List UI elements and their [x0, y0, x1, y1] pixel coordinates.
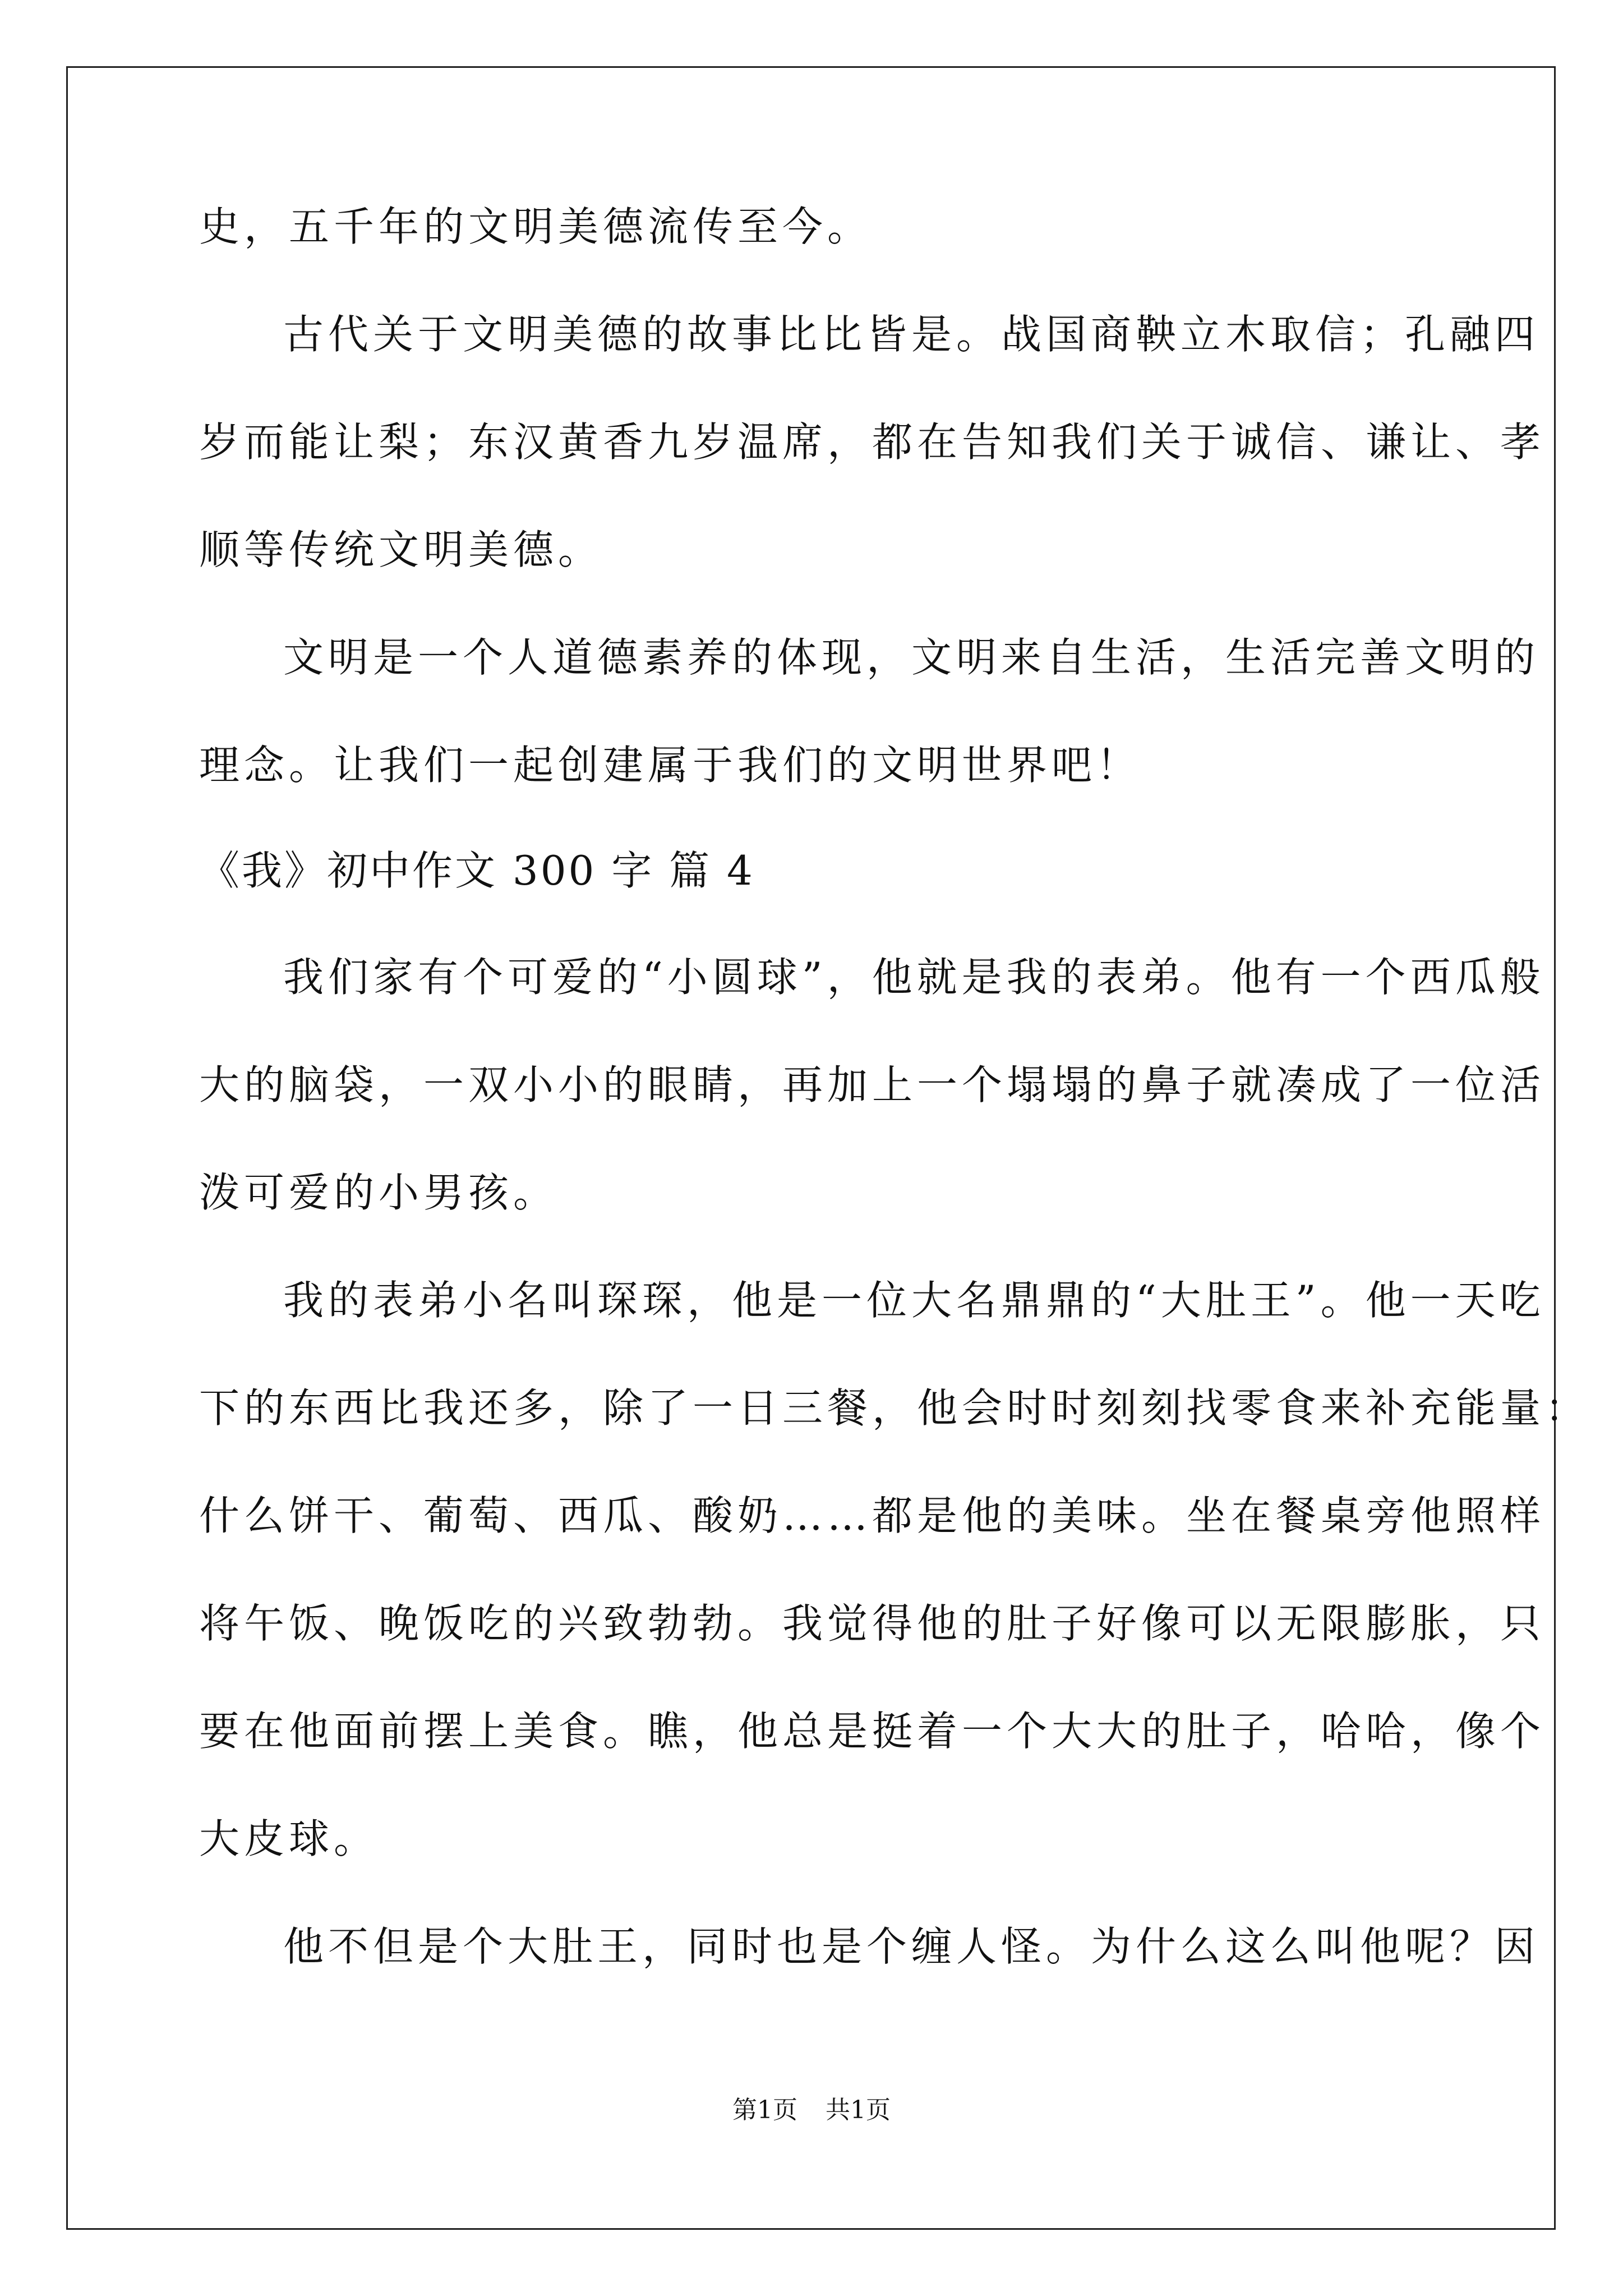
text-line: 文明是一个人道德素养的体现，文明来自生活，生活完善文明的: [283, 634, 1540, 681]
text-line: 古代关于文明美德的故事比比皆是。战国商鞅立木取信；孔融四: [283, 311, 1540, 358]
text-line: 下的东西比我还多，除了一日三餐，他会时时刻刻找零食来补充能量：: [199, 1384, 1590, 1432]
text-line: 理念。让我们一起创建属于我们的文明世界吧！: [199, 742, 1142, 789]
text-line: 史，五千年的文明美德流传至今。: [199, 203, 873, 250]
text-line: 泼可爱的小男孩。: [199, 1169, 559, 1216]
page-total: 共1页: [826, 2096, 891, 2124]
text-line: 我们家有个可爱的“小圆球”，他就是我的表弟。他有一个西瓜般: [283, 954, 1545, 1001]
page-number: 第1页: [732, 2096, 797, 2124]
text-line: 要在他面前摆上美食。瞧，他总是挺着一个大大的肚子，哈哈，像个: [199, 1708, 1546, 1755]
page-footer: [0, 2093, 1623, 2127]
text-line: 顺等传统文明美德。: [199, 526, 603, 573]
text-line: 我的表弟小名叫琛琛，他是一位大名鼎鼎的“大肚王”。他一天吃: [283, 1277, 1545, 1324]
text-line: 他不但是个大肚王，同时也是个缠人怪。为什么这么叫他呢？因: [283, 1923, 1540, 1970]
page-border: [66, 66, 1556, 2230]
text-line: 岁而能让梨；东汉黄香九岁温席，都在告知我们关于诚信、谦让、孝: [199, 418, 1546, 466]
text-line: 大皮球。: [199, 1815, 379, 1862]
text-line: 将午饭、晚饭吃的兴致勃勃。我觉得他的肚子好像可以无限膨胀，只: [199, 1600, 1546, 1647]
section-heading: 《我》初中作文 300 字 篇 4: [199, 847, 755, 894]
text-line: 大的脑袋，一双小小的眼睛，再加上一个塌塌的鼻子就凑成了一位活: [199, 1061, 1546, 1108]
text-line: 什么饼干、葡萄、西瓜、酸奶……都是他的美味。坐在餐桌旁他照样: [199, 1492, 1546, 1539]
